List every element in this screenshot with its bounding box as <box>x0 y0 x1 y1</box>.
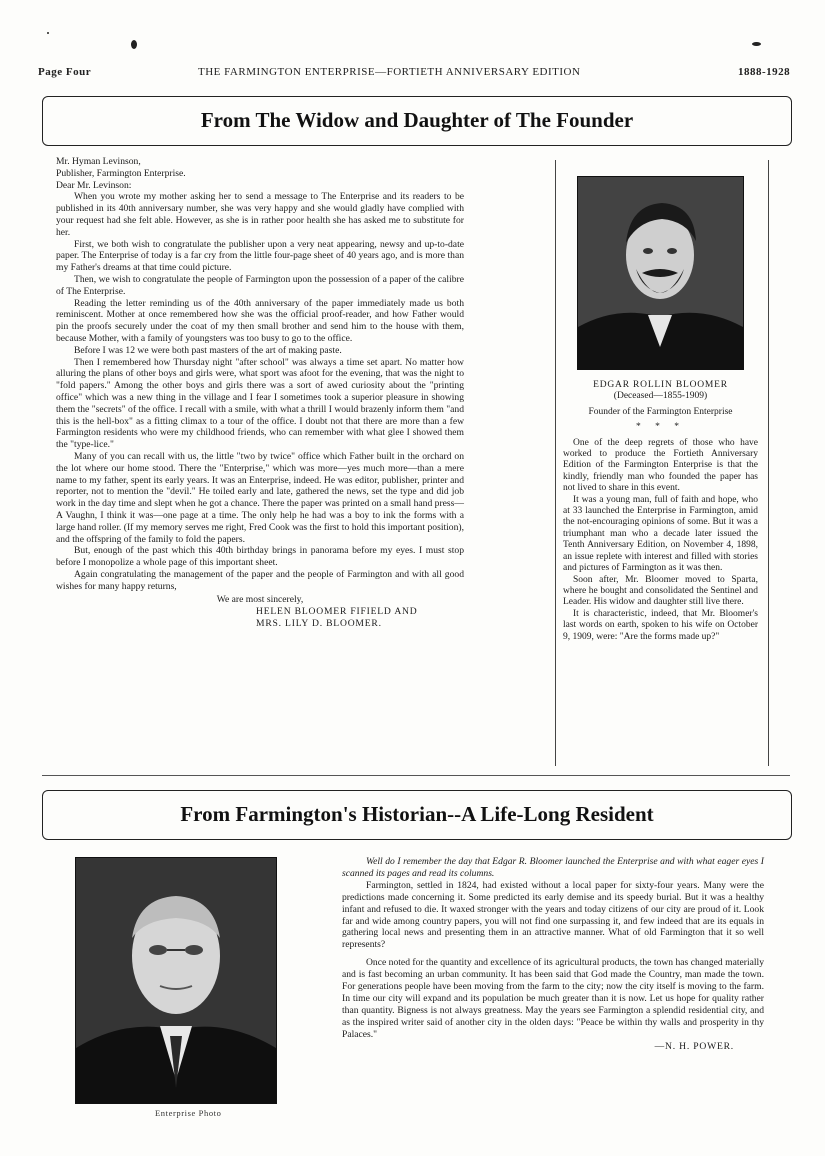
letter-paragraph: Many of you can recall with us, the little "two by twice" office which Father built in the orchard on the lot where our home stood. There the "Enterprise," which was more—yes much more—than a mere name to my father, spent its early years. It was an Enterprise, indeed. He was editor, publisher, printer and reporter, not to mention the "devil." He toiled early and late, gathered the news, set the type and did job work in the day time and slept when he got a chance. There the paper was printed on a small hand press—A Vaughn, I think it was—one page at a time. The only help he had was a boy to ink the forms with a large hand roller. (If my memory serves me right, Fred Cook was the first to hold this important position), and the offspring of the family to fold the papers. <box>56 450 464 545</box>
sidebar-paragraph: One of the deep regrets of those who have worked to produce the Fortieth Anniversary Edition of the Farmington Enterprise is that the kindly, friendly man who founded the paper has not lived to share in this event. <box>563 437 758 494</box>
salutation-line: Publisher, Farmington Enterprise. <box>56 167 186 179</box>
ornament-stars: * * * <box>636 422 685 433</box>
publication-title: THE FARMINGTON ENTERPRISE—FORTIETH ANNIVERSARY EDITION <box>198 66 581 78</box>
portrait-photo-icon <box>75 857 277 1104</box>
letter-closing: We are most sincerely, <box>216 594 304 606</box>
sidebar-paragraph: Soon after, Mr. Bloomer moved to Sparta, where he bought and consolidated the Sentinel and Leader. His widow and daughter still live there. <box>563 574 758 608</box>
historian-article <box>342 856 764 1053</box>
letter-paragraph: Again congratulating the management of the paper and the people of Farmington and with all good wishes for many happy returns, <box>56 568 464 592</box>
article-paragraph: Farmington, settled in 1824, had existed without a local paper for sixty-four years. Many were the predictions made concerning it. Some predicted its early demise and its speedy burial. But it was a healthy infant and refused to die. It waxed stronger with the years and today citizens of our city are proud of it. Look far and wide among country papers, you will not find one surpassing it, and few indeed that are its equals in gathering local news and presenting them in an attractive manner. What of old Farmington that it so well represents? <box>342 879 764 951</box>
page-number: Page Four <box>38 66 92 78</box>
salutation-line: Mr. Hyman Levinson, <box>56 156 141 167</box>
scan-speck <box>47 32 49 34</box>
article-byline: —N. H. POWER. <box>654 1040 734 1052</box>
scan-speck <box>752 42 761 46</box>
founder-role: Founder of the Farmington Enterprise <box>588 406 733 417</box>
article-paragraph: Once noted for the quantity and excellence of its agricultural products, the town has changed materially and is fast becoming an urban community. It has been said that God made the Country, man made the town. For generations people have been moving from the farm to the city; now the city itself is moving to the farm. In time our city will expand and its population be much greater than it is now. Let us hope for quality rather than quantity. Bigness is not always greatness. May the years see Farmington a splendid residential city, and as the inspired writer said of another city in the olden days: "Peace be within thy walls and prosperity in thy Palaces." <box>342 957 764 1040</box>
letter-paragraph: Reading the letter reminding us of the 40th anniversary of the paper immediately made us both reminiscent. Mother at once remembered how she was the official proof-reader, and how Father would pin the proofs securely under the coat of my then small brother and send him to the house with them, because Mother, with a family of youngsters was too busy to go to the office. <box>56 297 464 344</box>
sidebar-paragraph: It is characteristic, indeed, that Mr. Bloomer's last words on earth, spoken to his wife on October 9, 1909, were: "Are the forms made up?" <box>563 608 758 642</box>
signature-line: HELEN BLOOMER FIFIELD AND <box>256 606 418 618</box>
headline-historian: From Farmington's Historian--A Life-Long Resident <box>42 790 792 840</box>
scan-speck <box>131 40 137 49</box>
signature-line: MRS. LILY D. BLOOMER. <box>256 618 382 630</box>
letter-paragraph: But, enough of the past which this 40th birthday brings in panorama before my eyes. I must stop before I monopolize a whole page of this important sheet. <box>56 545 464 569</box>
letter-paragraph: First, we both wish to congratulate the publisher upon a very neat appearing, newsy and up-to-date paper. The Enterprise of today is a far cry from the little four-page sheet of 40 years ago, and is more than my Father's dreams at that time could picture. <box>56 238 464 274</box>
headline-widow-daughter: From The Widow and Daughter of The Founder <box>42 96 792 146</box>
sidebar-paragraph: It was a young man, full of faith and hope, who at 33 launched the Enterprise in Farmington, amid the not-encouraging opinions of some. But it was a triumphant man who a decade later issued the Tenth Anniversary Edition, on November 4, 1898, an issue replete with interest and filled with stories and pictures of Farmington as it was then. <box>563 494 758 574</box>
photo-caption: Enterprise Photo <box>155 1108 222 1118</box>
edition-years: 1888-1928 <box>738 66 791 78</box>
article-paragraph: Well do I remember the day that Edgar R. Bloomer launched the Enterprise and with what eager eyes I scanned its pages and read its columns. <box>342 856 764 879</box>
letter-paragraph: When you wrote my mother asking her to send a message to The Enterprise and its readers to be published in its 40th anniversary number, she was very happy and she would gladly have complied with your request had she felt able. However, as she is in rather poor health she has asked me to substitute for her. <box>56 191 464 238</box>
sidebar-founder <box>563 380 758 643</box>
letter-paragraph: Then I remembered how Thursday night "after school" was always a time set apart. No matter how alluring the plans of other boys and girls were, what sport was afoot for the evening, that was the night to "fold papers." Among the other boys and girls there was a sort of awed curiosity about the "printing office" which was a new thing in the village and I fear I sometimes took a superior pleasure in showing them the "secrets" of the office. I recall with a smile, with what a thrill I would brazenly inform them "and this is the hell-box" as a fitting climax to a tour of the office. I doubt not that there are more than a few Farmington residents who were my childhood friends, who can remember with what glee I showed them the "type-lice." <box>56 356 464 451</box>
salutation-line: Dear Mr. Levinson: <box>56 179 132 191</box>
letter-paragraph: Before I was 12 we were both past masters of the art of making paste. <box>74 344 342 356</box>
portrait-photo-icon <box>577 176 744 370</box>
founder-dates: (Deceased—1855-1909) <box>613 391 708 402</box>
letter-paragraph: Then, we wish to congratulate the people of Farmington upon the possession of a paper of the calibre of The Enterprise. <box>56 273 464 297</box>
section-divider <box>42 775 790 776</box>
letter-article <box>56 156 464 630</box>
founder-name: EDGAR ROLLIN BLOOMER <box>593 380 728 390</box>
